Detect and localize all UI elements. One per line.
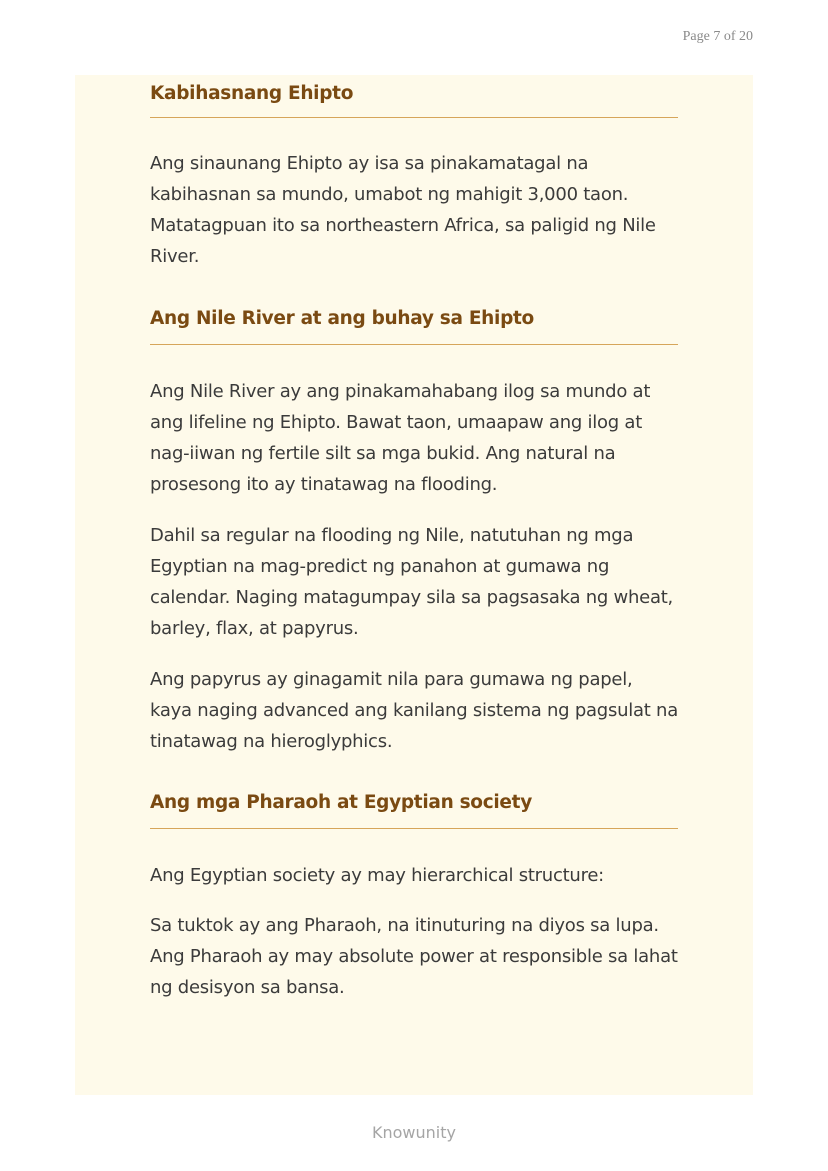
section-body — [150, 148, 678, 272]
section-body — [150, 860, 678, 891]
section-kabihasnang-ehipto — [150, 79, 678, 109]
paragraph: Ang sinaunang Ehipto ay isa sa pinakamatagal na kabihasnan sa mundo, umabot ng mahigit 3,000 taon. Matatagpuan ito sa northeastern Africa, sa paligid ng Nile River. — [150, 153, 656, 267]
section-title: Kabihasnang Ehipto — [150, 83, 354, 104]
section-pharaoh-society — [150, 788, 678, 818]
section-title: Ang mga Pharaoh at Egyptian society — [150, 792, 532, 813]
section-divider — [150, 828, 678, 829]
section-nile-river — [150, 304, 678, 334]
paragraph: Ang Egyptian society ay may hierarchical structure: — [150, 865, 604, 886]
paragraph: Ang Nile River ay ang pinakamahabang ilog sa mundo at ang lifeline ng Ehipto. Bawat taon, umaapaw ang ilog at nag-iiwan ng fertile silt sa mga bukid. Ang natural na prosesong ito ay tinatawag na flooding. — [150, 381, 651, 495]
content-panel — [75, 75, 753, 1095]
footer-brand: Knowunity — [372, 1123, 456, 1142]
paragraph: Dahil sa regular na flooding ng Nile, natutuhan ng mga Egyptian na mag-predict ng panahon at gumawa ng calendar. Naging matagumpay sila sa pagsasaka ng wheat, barley, flax, at papyrus. — [150, 525, 674, 639]
section-title: Ang Nile River at ang buhay sa Ehipto — [150, 308, 534, 329]
paragraph: Ang papyrus ay ginagamit nila para gumawa ng papel, kaya naging advanced ang kanilang sistema ng pagsulat na tinatawag na hieroglyphics. — [150, 669, 678, 752]
page-indicator: Page 7 of 20 — [682, 29, 753, 44]
section-divider — [150, 117, 678, 118]
section-body — [150, 376, 678, 500]
paragraph: Sa tuktok ay ang Pharaoh, na itinuturing na diyos sa lupa. Ang Pharaoh ay may absolute power at responsible sa lahat ng desisyon sa bansa. — [150, 915, 678, 998]
section-divider — [150, 344, 678, 345]
section-body — [150, 664, 678, 757]
section-body — [150, 520, 678, 644]
section-body — [150, 910, 678, 1003]
